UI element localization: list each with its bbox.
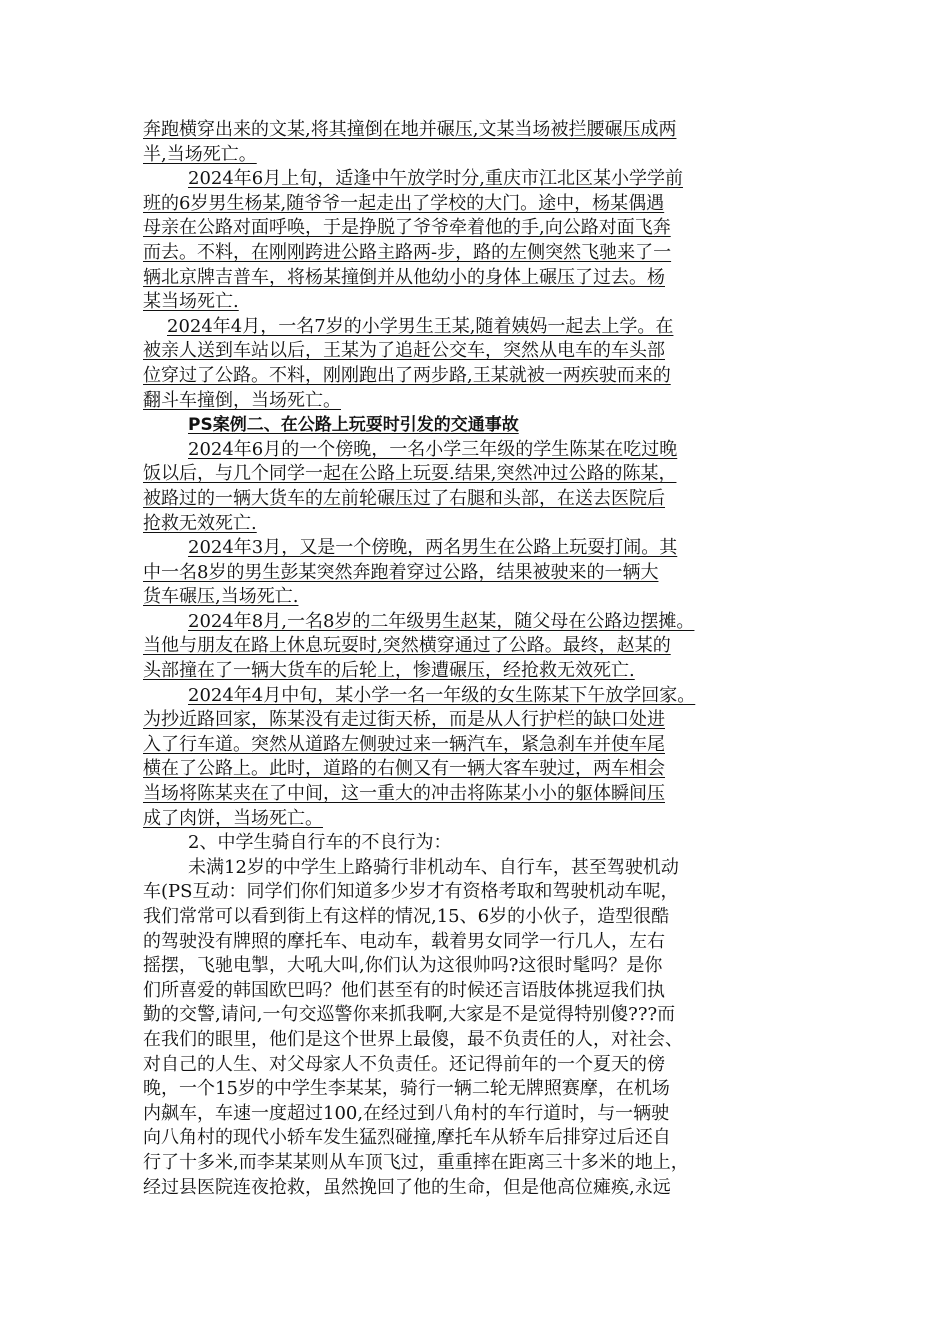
document-body bbox=[143, 118, 809, 1200]
text-line-content: 对自己的人生、对父母家人不负责任。还记得前年的一个夏天的傍 bbox=[143, 1053, 665, 1075]
text-line bbox=[143, 143, 809, 168]
text-line bbox=[143, 905, 809, 930]
text-line-content: 而去。不料，在刚刚跨进公路主路两-步，路的左侧突然飞驰来了一 bbox=[143, 241, 672, 263]
text-line bbox=[143, 757, 809, 782]
text-line-content: 辆北京牌吉普车，将杨某撞倒并从他幼小的身体上碾压了过去。杨 bbox=[143, 266, 665, 288]
text-line-content: 被路过的一辆大货车的左前轮碾压过了右腿和头部，在送去医院后 bbox=[143, 487, 665, 509]
text-line bbox=[143, 241, 809, 266]
text-line bbox=[143, 290, 809, 315]
text-line bbox=[143, 782, 809, 807]
text-line-content: 成了肉饼，当场死亡。 bbox=[143, 807, 323, 829]
text-line bbox=[143, 1077, 809, 1102]
text-line-content: 翻斗车撞倒，当场死亡。 bbox=[143, 389, 341, 411]
text-line bbox=[143, 708, 809, 733]
text-line bbox=[143, 1102, 809, 1127]
text-line-content: 某当场死亡. bbox=[143, 291, 239, 313]
text-line bbox=[143, 364, 809, 389]
text-line-content: 抢救无效死亡. bbox=[143, 512, 257, 534]
text-line bbox=[143, 930, 809, 955]
text-line bbox=[143, 733, 809, 758]
text-line-content: 2024年4月，一名7岁的小学男生王某,随着姨妈一起去上学。在 bbox=[167, 315, 674, 337]
text-line bbox=[143, 684, 809, 709]
text-line-content: 未满12岁的中学生上路骑行非机动车、自行车，甚至驾驶机动 bbox=[188, 856, 679, 878]
section-heading-text: PS案例二、在公路上玩耍时引发的交通事故 bbox=[188, 415, 519, 436]
text-line bbox=[143, 487, 809, 512]
text-line-content: 入了行车道。突然从道路左侧驶过来一辆汽车，紧急刹车并使车尾 bbox=[143, 733, 665, 755]
text-line bbox=[143, 339, 809, 364]
text-line bbox=[143, 462, 809, 487]
text-line-content: 中一名8岁的男生彭某突然奔跑着穿过公路，结果被驶来的一辆大 bbox=[143, 561, 659, 583]
text-line bbox=[143, 192, 809, 217]
text-line-content: 2024年6月的一个傍晚，一名小学三年级的学生陈某在吃过晚 bbox=[188, 438, 678, 460]
text-line bbox=[143, 954, 809, 979]
text-line-content: 的驾驶没有牌照的摩托车、电动车，载着男女同学一行几人，左右 bbox=[143, 930, 665, 952]
text-line-content: 为抄近路回家，陈某没有走过街天桥，而是从人行护栏的缺口处进 bbox=[143, 709, 665, 731]
text-line bbox=[143, 512, 809, 537]
text-line bbox=[143, 216, 809, 241]
text-line-content: 母亲在公路对面呼唤，于是挣脱了爷爷牵着他的手,向公路对面飞奔 bbox=[143, 217, 671, 239]
text-line-content: 晚，一个15岁的中学生李某某，骑行一辆二轮无牌照赛摩，在机场 bbox=[143, 1078, 670, 1100]
text-line-content: 2024年6月上旬，适逢中午放学时分,重庆市江北区某小学学前 bbox=[188, 168, 683, 190]
text-line-content: 我们常常可以看到街上有这样的情况,15、6岁的小伙子，造型很酷 bbox=[143, 906, 670, 927]
text-line bbox=[143, 1126, 809, 1151]
text-line bbox=[143, 389, 809, 414]
text-line-content: 内飙车，车速一度超过100,在经过到八角村的车行道时，与一辆驶 bbox=[143, 1102, 670, 1124]
text-line-content: 们所喜爱的韩国欧巴吗？他们甚至有的时候还言语肢体挑逗我们执 bbox=[143, 979, 665, 1001]
text-line-content: 当他与朋友在路上休息玩耍时,突然横穿通过了公路。最终，赵某的 bbox=[143, 635, 671, 657]
text-line-content: 向八角村的现代小轿车发生猛烈碰撞,摩托车从轿车后排穿过后还自 bbox=[143, 1127, 671, 1149]
text-line-content: 2024年8月,一名8岁的二年级男生赵某，随父母在公路边摆摊。 bbox=[188, 610, 695, 632]
text-line-content: 在我们的眼里，他们是这个世界上最傻，最不负责任的人，对社会、 bbox=[143, 1028, 683, 1050]
section-heading bbox=[143, 413, 809, 438]
text-line bbox=[143, 807, 809, 832]
text-line-content: 2、中学生骑自行车的不良行为： bbox=[188, 832, 452, 854]
text-line-content: 摇摆，飞驰电掣，大吼大叫,你们认为这很帅吗?这很时髦吗？是你 bbox=[143, 955, 663, 977]
text-lines bbox=[143, 118, 809, 1200]
text-line bbox=[143, 1176, 809, 1201]
text-line-content: 经过县医院连夜抢救，虽然挽回了他的生命，但是他高位瘫痪,永远 bbox=[143, 1176, 671, 1198]
text-line bbox=[143, 1053, 809, 1078]
text-line-content: 勤的交警,请问,一句交巡警你来抓我啊,大家是不是觉得特别傻???而 bbox=[143, 1004, 676, 1026]
text-line bbox=[143, 880, 809, 905]
text-line bbox=[143, 266, 809, 291]
text-line bbox=[143, 536, 809, 561]
text-line bbox=[143, 118, 809, 143]
text-line-content: 被亲人送到车站以后，王某为了追赶公交车，突然从电车的车头部 bbox=[143, 340, 665, 362]
text-line bbox=[143, 831, 809, 856]
text-line-content: 横在了公路上。此时，道路的右侧又有一辆大客车驶过，两车相会 bbox=[143, 758, 665, 780]
text-line bbox=[143, 634, 809, 659]
text-line-content: 奔跑横穿出来的文某,将其撞倒在地并碾压,文某当场被拦腰碾压成两 bbox=[143, 119, 677, 140]
text-line bbox=[143, 561, 809, 586]
text-line bbox=[143, 585, 809, 610]
text-line-content: 班的6岁男生杨某,随爷爷一起走出了学校的大门。途中，杨某偶遇 bbox=[143, 192, 665, 214]
text-line bbox=[143, 167, 809, 192]
text-line-content: 2024年4月中旬，某小学一名一年级的女生陈某下午放学回家。 bbox=[188, 684, 696, 706]
text-line-content: 当场将陈某夹在了中间，这一重大的冲击将陈某小小的躯体瞬间压 bbox=[143, 783, 665, 805]
text-line bbox=[143, 1003, 809, 1028]
text-line bbox=[143, 1151, 809, 1176]
text-line-content: 2024年3月，又是一个傍晚，两名男生在公路上玩耍打闹。其 bbox=[188, 537, 678, 559]
text-line bbox=[143, 315, 809, 340]
text-line bbox=[143, 659, 809, 684]
text-line-content: 位穿过了公路。不料，刚刚跑出了两步路,王某就被一两疾驶而来的 bbox=[143, 364, 671, 386]
text-line-content: 行了十多米,而李某某则从车顶飞过，重重摔在距离三十多米的地上， bbox=[143, 1151, 689, 1173]
text-line bbox=[143, 610, 809, 635]
text-line-content: 头部撞在了一辆大货车的后轮上，惨遭碾压，经抢救无效死亡. bbox=[143, 660, 635, 682]
text-line bbox=[143, 438, 809, 463]
text-line-content: 饭以后，与几个同学一起在公路上玩耍.结果,突然冲过公路的陈某， bbox=[143, 463, 677, 485]
text-line bbox=[143, 856, 809, 881]
text-line-content: 半,当场死亡。 bbox=[143, 143, 257, 165]
text-line bbox=[143, 979, 809, 1004]
text-line bbox=[143, 1028, 809, 1053]
text-line-content: 车(PS互动：同学们你们知道多少岁才有资格考取和驾驶机动车呢， bbox=[143, 881, 679, 903]
text-line-content: 货车碾压,当场死亡. bbox=[143, 586, 299, 608]
